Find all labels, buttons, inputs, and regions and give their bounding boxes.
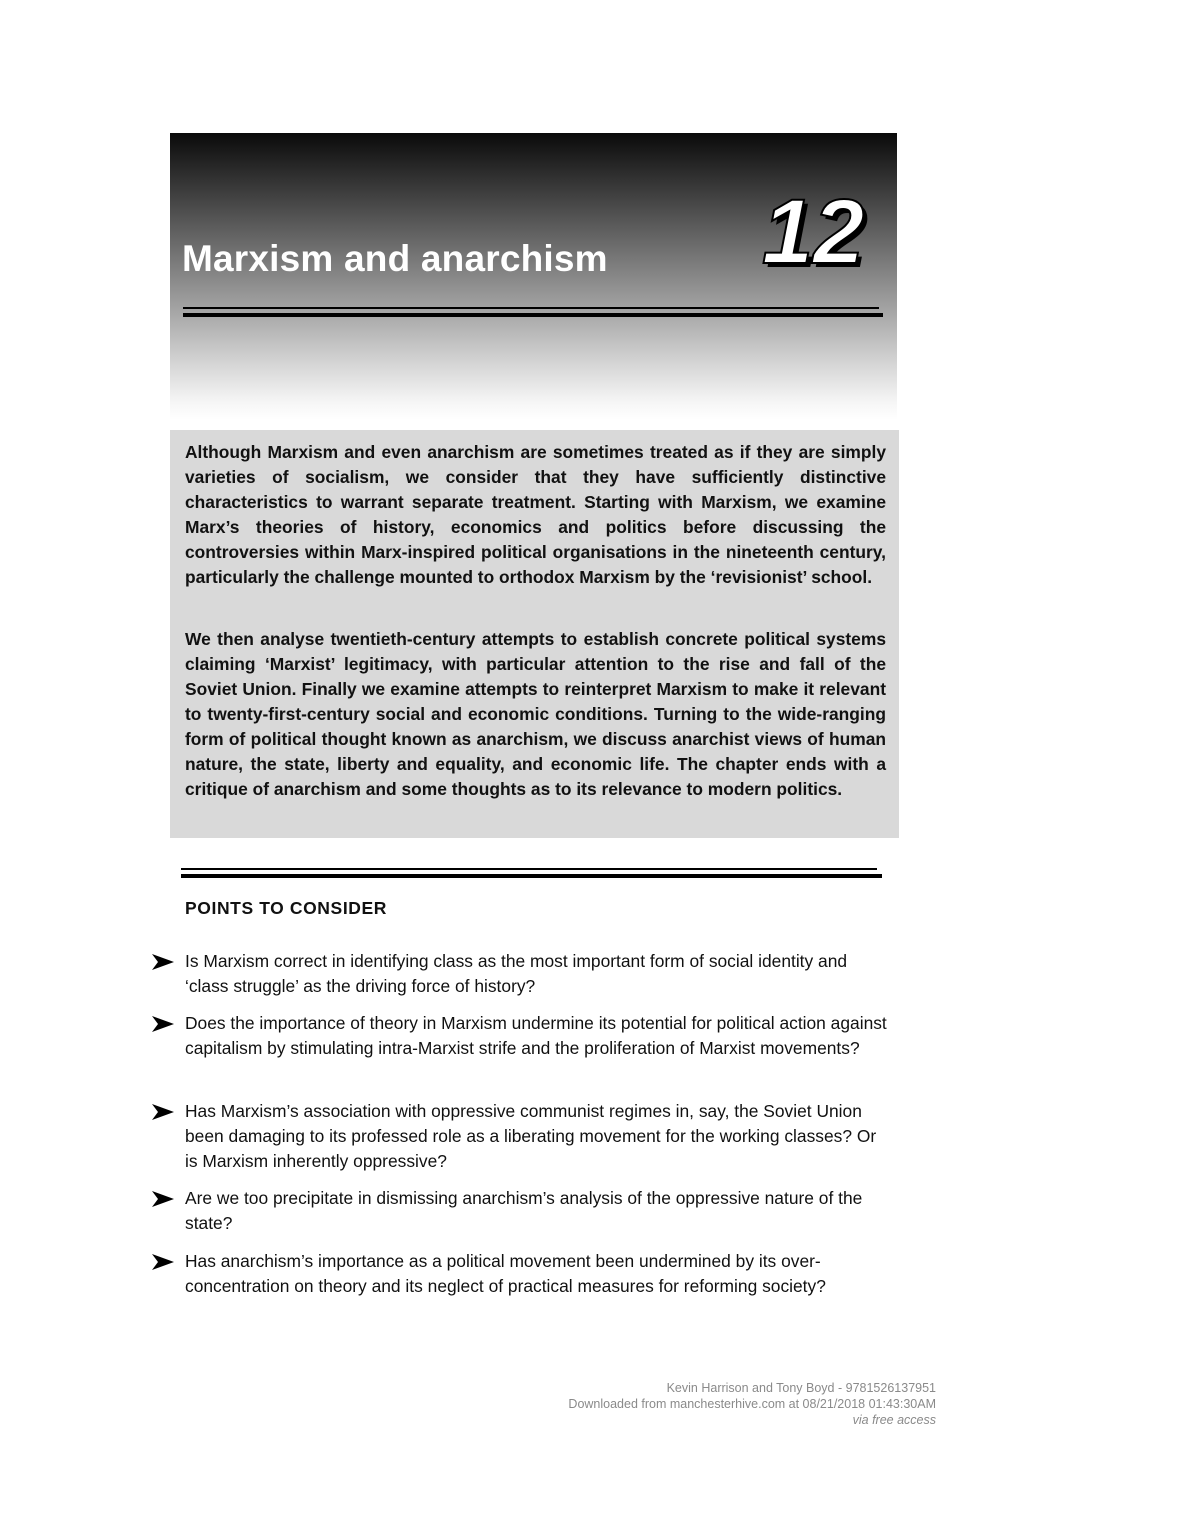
download-notice: [568, 1380, 936, 1428]
abstract-paragraph-1: Although Marxism and even anarchism are sometimes treated as if they are simply varieties of socialism, we consider that they have sufficiently distinctive characteristics to warrant separate treatment. Starting with Marxism, we examine Marx’s theories of history, economics and politics before discussing the controversies within Marx-inspired political organisations in the nineteenth century, particularly the challenge mounted to orthodox Marxism by the ‘revisionist’ school.: [185, 442, 886, 587]
points-heading: POINTS TO CONSIDER: [185, 898, 388, 918]
arrowhead-bullet-icon: [152, 1254, 174, 1270]
chapter-number: 12: [762, 181, 865, 283]
section-rule-thin: [181, 868, 877, 870]
point-text: Does the importance of theory in Marxism undermine its potential for political action against capitalism by stimulating intra-Marxist strife and the proliferation of Marxist movements?: [185, 1013, 887, 1058]
point-text: Is Marxism correct in identifying class as the most important form of social identity and ‘class struggle’ as the driving force of history?: [185, 951, 848, 996]
arrowhead-bullet-icon: [152, 954, 174, 970]
footer-download-info: Downloaded from manchesterhive.com at 08/21/2018 01:43:30AM: [568, 1397, 936, 1411]
point-text: Has Marxism’s association with oppressive communist regimes in, say, the Soviet Union been damaging to its professed role as a liberating movement for the working classes? Or is Marxism inherently oppressive?: [185, 1101, 877, 1171]
abstract-paragraph-2: We then analyse twentieth-century attempts to establish concrete political systems claiming ‘Marxist’ legitimacy, with particular attention to the rise and fall of the Soviet Union. Finally we examine attempts to reinterpret Marxism to make it relevant to twenty-first-century social and economic conditions. Turning to the wide-ranging form of political thought known as anarchism, we discuss anarchist views of human nature, the state, liberty and equality, and economic life. The chapter ends with a critique of anarchism and some thoughts as to its relevance to modern politics.: [185, 629, 886, 799]
header-rule-thick: [183, 313, 883, 317]
chapter-title: Marxism and anarchism: [182, 238, 608, 279]
arrowhead-bullet-icon: [152, 1191, 174, 1207]
arrowhead-bullet-icon: [152, 1016, 174, 1032]
footer-authors-isbn: Kevin Harrison and Tony Boyd - 9781526137951: [666, 1381, 936, 1395]
point-text: Has anarchism’s importance as a political movement been undermined by its over-concentration on theory and its neglect of practical measures for reforming society?: [185, 1251, 826, 1296]
arrowhead-bullet-icon: [152, 1104, 174, 1120]
header-rule-thin: [183, 307, 879, 309]
footer-access-note: via free access: [852, 1413, 936, 1427]
point-text: Are we too precipitate in dismissing anarchism’s analysis of the oppressive nature of the state?: [185, 1188, 863, 1233]
section-rule-thick: [181, 874, 882, 878]
